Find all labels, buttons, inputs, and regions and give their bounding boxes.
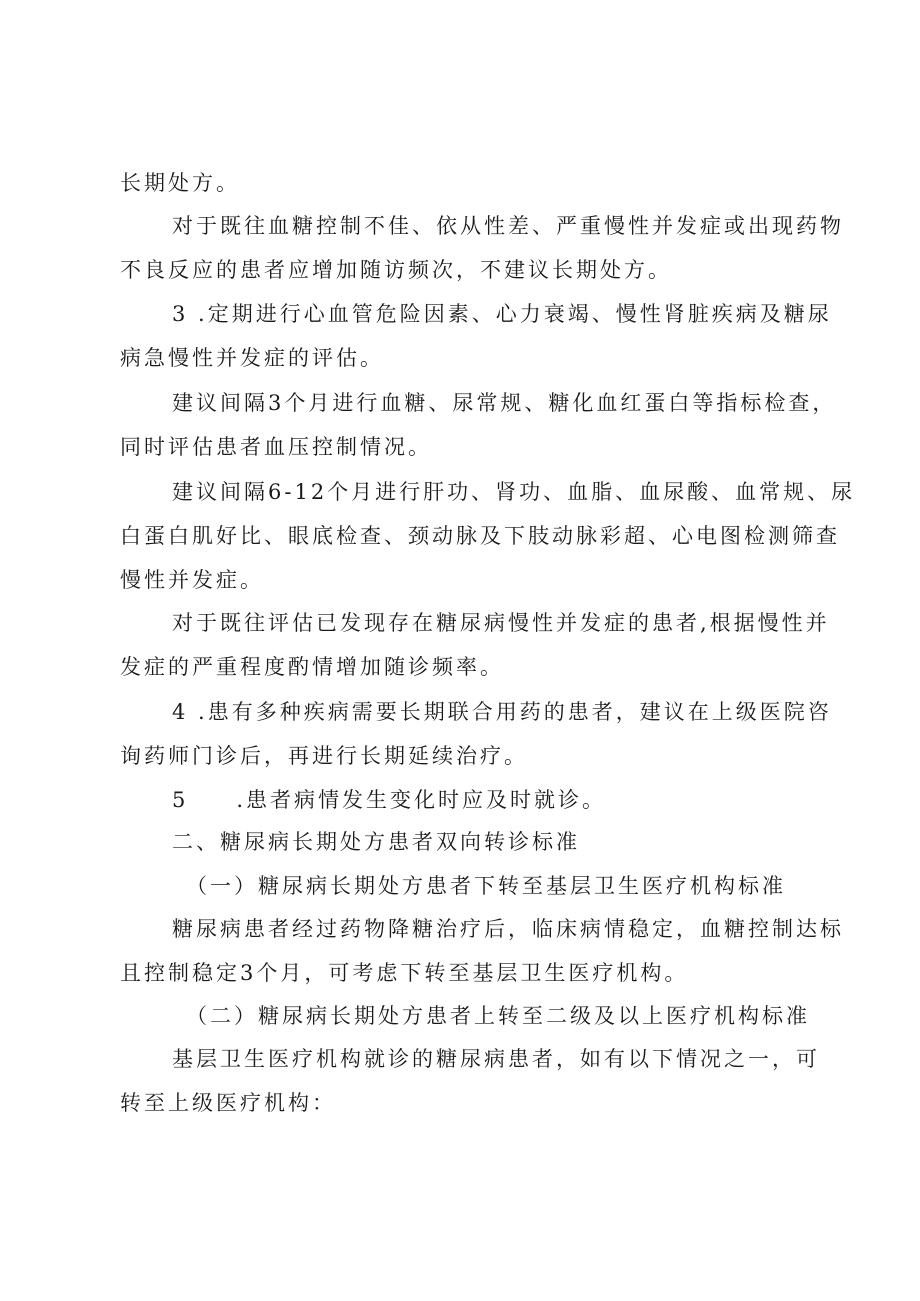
text-line: 白蛋白肌好比、眼底检查、颈动脉及下肢动脉彩超、心电图检测筛查 — [120, 524, 840, 548]
text-line: 4 .患有多种疾病需要长期联合用药的患者，建议在上级医院咨 — [172, 700, 832, 724]
text-line: 询药师门诊后，再进行长期延续治疗。 — [120, 744, 528, 768]
text-line: 病急慢性并发症的评估。 — [120, 346, 384, 370]
text-line: 建议间隔6-12个月进行肝功、肾功、血脂、血尿酸、血常规、尿 — [172, 480, 856, 504]
text-line: 不良反应的患者应增加随访频次，不建议长期处方。 — [120, 258, 672, 282]
text-line: 糖尿病患者经过药物降糖治疗后，临床病情稳定，血糖控制达标 — [172, 917, 844, 941]
text-line: 发症的严重程度酌情增加随诊频率。 — [120, 655, 504, 679]
text-line: 5 .患者病情发生变化时应及时就诊。 — [172, 788, 607, 812]
text-line: 同时评估患者血压控制情况。 — [120, 435, 432, 459]
text-line: 基层卫生医疗机构就诊的糖尿病患者，如有以下情况之一，可 — [172, 1047, 820, 1071]
text-line: 长期处方。 — [120, 171, 240, 195]
text-line: 对于既往评估已发现存在糖尿病慢性并发症的患者,根据慢性并 — [172, 611, 830, 635]
text-line: 对于既往血糖控制不佳、依从性差、严重慢性并发症或出现药物 — [172, 214, 844, 238]
subsection-heading: （一）糖尿病长期处方患者下转至基层卫生医疗机构标准 — [186, 874, 786, 898]
text-line: 建议间隔3个月进行血糖、尿常规、糖化血红蛋白等指标检查， — [172, 391, 837, 415]
section-heading: 二、糖尿病长期处方患者双向转诊标准 — [172, 830, 580, 854]
text-line: 转至上级医疗机构： — [120, 1091, 336, 1115]
text-line: 慢性并发症。 — [120, 568, 264, 592]
text-line: 且控制稳定3个月，可考虑下转至基层卫生医疗机构。 — [120, 961, 689, 985]
subsection-heading: （二）糖尿病长期处方患者上转至二级及以上医疗机构标准 — [186, 1004, 810, 1028]
text-line: 3 .定期进行心血管危险因素、心力衰竭、慢性肾脏疾病及糖尿 — [172, 302, 832, 326]
